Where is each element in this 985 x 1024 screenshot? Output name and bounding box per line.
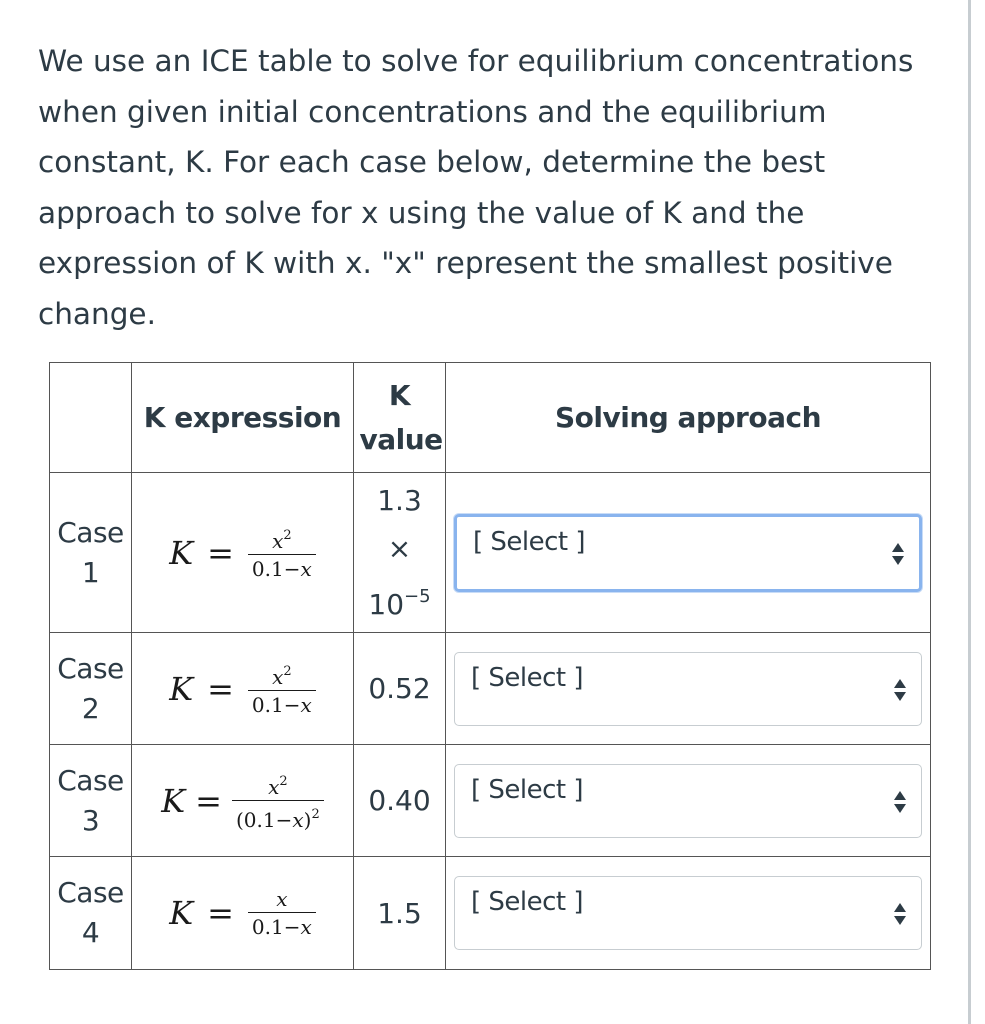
approach-select-case-4[interactable] bbox=[454, 876, 922, 950]
case-number: 4 bbox=[81, 916, 100, 949]
select-value: [ Select ] bbox=[471, 774, 584, 805]
case-label-cell bbox=[50, 633, 132, 745]
k-value-cell: 1.5 bbox=[354, 857, 446, 970]
table-row-case-1 bbox=[50, 473, 931, 633]
select-value: [ Select ] bbox=[473, 526, 586, 557]
k-expression bbox=[169, 524, 316, 581]
select-value: [ Select ] bbox=[471, 887, 584, 917]
up-down-arrows-icon bbox=[893, 789, 907, 815]
denominator-const: 0.1− bbox=[251, 915, 301, 939]
case-label: Case bbox=[57, 876, 124, 909]
numerator bbox=[266, 524, 298, 554]
numerator-var: x bbox=[276, 887, 288, 911]
denominator bbox=[232, 800, 324, 832]
case-label: Case bbox=[57, 651, 124, 685]
denominator-close: ) bbox=[303, 807, 312, 832]
case-label-cell bbox=[50, 745, 132, 857]
numerator-exponent: 2 bbox=[279, 773, 288, 789]
question-text: We use an ICE table to solve for equilibrium concentrations when given initial concentrations and the equilibrium constant, K. For each case below, determine the best approach to solve for x using the value of K and the expression of K with x. "x" represent the smallest positive change. bbox=[38, 44, 914, 331]
approach-select-case-1[interactable] bbox=[454, 514, 922, 592]
solving-approach-cell bbox=[446, 745, 931, 857]
k-expression-cell bbox=[132, 857, 354, 970]
up-down-arrows-icon bbox=[891, 541, 905, 567]
k-expression bbox=[169, 660, 316, 717]
equals-sign: = bbox=[207, 669, 234, 708]
numerator-var: x bbox=[268, 774, 280, 799]
numerator bbox=[266, 660, 298, 690]
k-expression-cell bbox=[132, 745, 354, 857]
k-symbol: K bbox=[169, 533, 194, 572]
k-exponent: −5 bbox=[404, 585, 431, 607]
numerator-var: x bbox=[272, 529, 284, 553]
k-expression-cell bbox=[132, 633, 354, 745]
denominator bbox=[248, 912, 316, 939]
denominator-var: x bbox=[300, 693, 312, 717]
case-label: Case bbox=[57, 515, 124, 549]
case-label-cell bbox=[50, 473, 132, 633]
case-label-cell bbox=[50, 857, 132, 970]
numerator-exponent: 2 bbox=[283, 528, 292, 543]
k-value-cell bbox=[354, 473, 446, 633]
k-value-cell: 0.40 bbox=[354, 745, 446, 857]
table-row-case-2 bbox=[50, 633, 931, 745]
numerator-exponent: 2 bbox=[283, 664, 292, 679]
fraction bbox=[232, 770, 324, 832]
denominator-var: x bbox=[300, 915, 312, 939]
fraction bbox=[248, 524, 316, 581]
table-row-case-4 bbox=[50, 857, 931, 970]
k-value bbox=[354, 477, 445, 629]
header-case bbox=[50, 363, 132, 473]
k-expression bbox=[161, 770, 323, 832]
k-symbol: K bbox=[169, 669, 194, 708]
k-symbol: K bbox=[161, 781, 186, 820]
case-number: 3 bbox=[81, 803, 100, 837]
up-down-arrows-icon bbox=[893, 901, 907, 927]
denominator-exponent: 2 bbox=[311, 806, 320, 822]
solving-approach-cell bbox=[446, 473, 931, 633]
page-right-border bbox=[968, 0, 971, 1024]
numerator-var: x bbox=[272, 665, 284, 689]
k-mantissa: 1.3 bbox=[377, 483, 422, 517]
k-base: 10 bbox=[368, 587, 405, 621]
case-number: 2 bbox=[81, 691, 100, 725]
table-row-case-3 bbox=[50, 745, 931, 857]
equals-sign: = bbox=[207, 533, 234, 572]
denominator bbox=[248, 554, 316, 581]
up-down-arrows-icon bbox=[893, 677, 907, 703]
equals-sign: = bbox=[195, 781, 222, 820]
ice-case-table bbox=[49, 362, 931, 970]
k-expression bbox=[169, 887, 316, 939]
k-power bbox=[354, 573, 445, 629]
numerator bbox=[270, 887, 293, 912]
table-header-row bbox=[50, 363, 931, 473]
case-label: Case bbox=[57, 763, 124, 797]
solving-approach-cell bbox=[446, 857, 931, 970]
denominator-var: x bbox=[300, 557, 312, 581]
denominator bbox=[248, 690, 316, 717]
k-value-cell: 0.52 bbox=[354, 633, 446, 745]
header-solving-approach: Solving approach bbox=[446, 363, 931, 473]
equals-sign: = bbox=[207, 894, 234, 932]
denominator-open: (0.1− bbox=[235, 807, 293, 832]
k-symbol: K bbox=[169, 894, 194, 932]
numerator bbox=[262, 770, 294, 800]
denominator-const: 0.1− bbox=[251, 557, 301, 581]
header-k-value bbox=[354, 363, 446, 473]
select-value: [ Select ] bbox=[471, 662, 584, 693]
approach-select-case-2[interactable] bbox=[454, 652, 922, 726]
fraction bbox=[248, 660, 316, 717]
denominator-var: x bbox=[292, 807, 304, 832]
fraction bbox=[248, 887, 316, 939]
case-number: 1 bbox=[81, 555, 100, 589]
solving-approach-cell bbox=[446, 633, 931, 745]
k-times: × bbox=[387, 531, 412, 565]
header-k-expression: K expression bbox=[132, 363, 354, 473]
header-k-value-label: K value bbox=[359, 378, 443, 456]
k-expression-cell bbox=[132, 473, 354, 633]
denominator-const: 0.1− bbox=[251, 693, 301, 717]
approach-select-case-3[interactable] bbox=[454, 764, 922, 838]
